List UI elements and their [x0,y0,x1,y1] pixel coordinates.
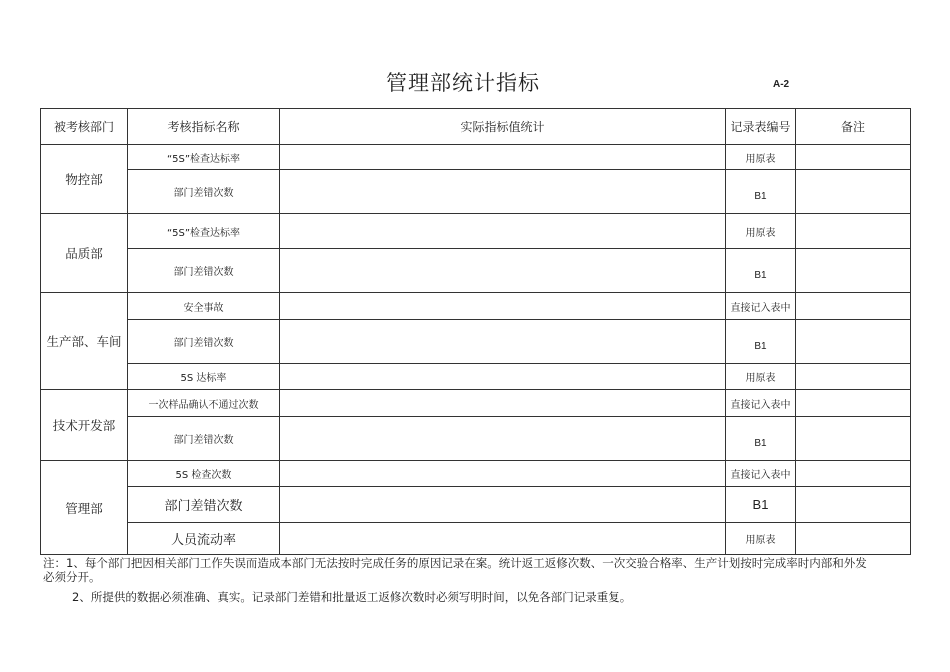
page-title: 管理部统计指标 [386,71,540,95]
header-row [41,109,911,145]
dept-cell: 品质部 [41,214,128,293]
remark-cell[interactable] [796,390,911,417]
table-row [41,461,911,487]
indicator-cell: 人员流动率 [128,523,280,555]
header-record: 记录表编号 [726,109,796,145]
record-cell: B1 [726,249,796,293]
indicator-cell: 安全事故 [128,293,280,320]
record-cell: 用原表 [726,523,796,555]
table-row [41,523,911,555]
remark-cell[interactable] [796,249,911,293]
value-cell[interactable] [280,417,726,461]
record-cell: B1 [726,170,796,214]
table-row [41,170,911,214]
indicator-cell: 部门差错次数 [128,170,280,214]
record-cell: 用原表 [726,364,796,390]
header-indicator: 考核指标名称 [128,109,280,145]
dept-cell: 生产部、车间 [41,293,128,390]
note-2: 2、所提供的数据必须准确、真实。记录部门差错和批量返工返修次数时必须写明时间，以免各部门记录重复。 [72,590,632,604]
indicator-cell: 部门差错次数 [128,417,280,461]
record-cell: 用原表 [726,145,796,170]
indicator-cell: “5S”检查达标率 [128,145,280,170]
record-cell: 直接记入表中 [726,390,796,417]
table-row [41,364,911,390]
indicator-cell: “5S”检查达标率 [128,214,280,249]
notes-block [43,556,873,604]
value-cell[interactable] [280,170,726,214]
remark-cell[interactable] [796,487,911,523]
indicator-cell: 部门差错次数 [128,249,280,293]
indicator-cell: 部门差错次数 [128,487,280,523]
remark-cell[interactable] [796,170,911,214]
record-cell: 用原表 [726,214,796,249]
record-cell: 直接记入表中 [726,461,796,487]
value-cell[interactable] [280,249,726,293]
note-1: 注：1、每个部门把因相关部门工作失误而造成本部门无法按时完成任务的原因记录在案。统计返工返修次数、一次交验合格率、生产计划按时完成率时内部和外发必须分开。 [43,556,867,584]
table-row [41,417,911,461]
indicator-table [40,108,911,555]
record-cell: 直接记入表中 [726,293,796,320]
table-row [41,320,911,364]
value-cell[interactable] [280,293,726,320]
value-cell[interactable] [280,487,726,523]
value-cell[interactable] [280,214,726,249]
table-row [41,249,911,293]
record-cell: B1 [726,417,796,461]
indicator-cell: 部门差错次数 [128,320,280,364]
remark-cell[interactable] [796,293,911,320]
remark-cell[interactable] [796,461,911,487]
table-row [41,487,911,523]
remark-cell[interactable] [796,523,911,555]
remark-cell[interactable] [796,364,911,390]
form-code: A-2 [773,79,790,90]
dept-cell: 技术开发部 [41,390,128,461]
table-row [41,214,911,249]
value-cell[interactable] [280,523,726,555]
record-cell: B1 [726,320,796,364]
value-cell[interactable] [280,390,726,417]
value-cell[interactable] [280,320,726,364]
remark-cell[interactable] [796,214,911,249]
remark-cell[interactable] [796,145,911,170]
header-dept: 被考核部门 [41,109,128,145]
header-remark: 备注 [796,109,911,145]
header-value: 实际指标值统计 [280,109,726,145]
table-row [41,293,911,320]
record-cell: B1 [726,487,796,523]
remark-cell[interactable] [796,417,911,461]
dept-cell: 管理部 [41,461,128,555]
value-cell[interactable] [280,461,726,487]
value-cell[interactable] [280,364,726,390]
table-row [41,145,911,170]
dept-cell: 物控部 [41,145,128,214]
indicator-cell: 5S 达标率 [128,364,280,390]
indicator-cell: 5S 检查次数 [128,461,280,487]
table-row [41,390,911,417]
indicator-cell: 一次样品确认不通过次数 [128,390,280,417]
value-cell[interactable] [280,145,726,170]
remark-cell[interactable] [796,320,911,364]
